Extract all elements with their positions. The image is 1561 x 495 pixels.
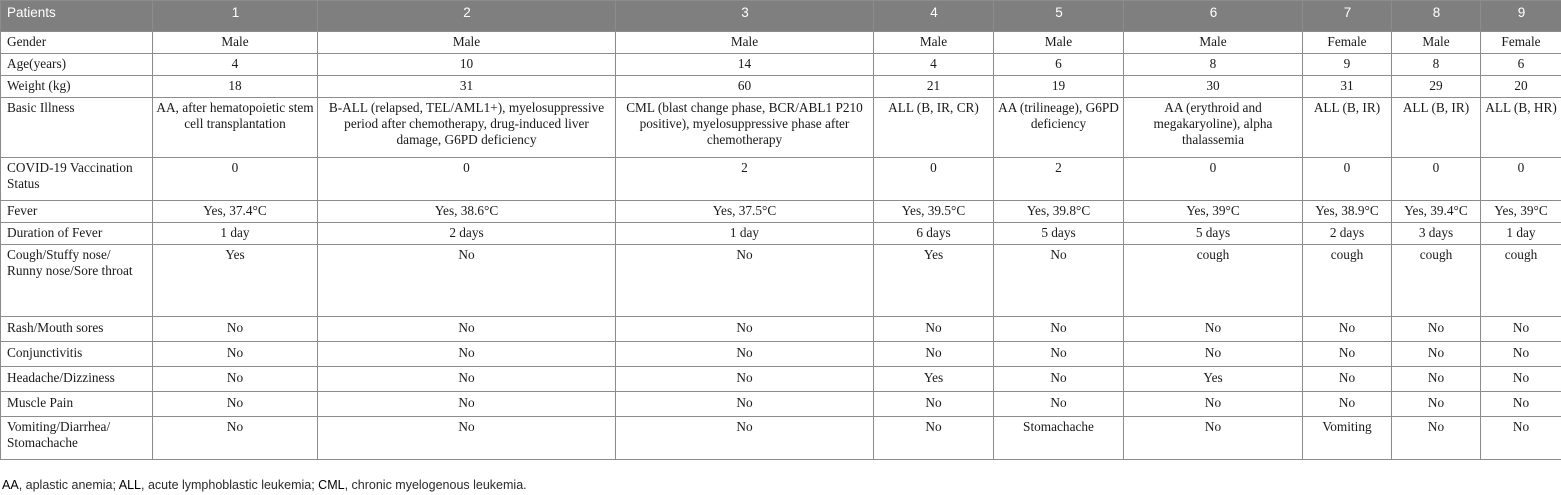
table-cell: No	[318, 245, 616, 317]
table-cell: No	[318, 367, 616, 392]
table-cell: No	[994, 342, 1124, 367]
table-row-conjunctivitis	[1, 342, 1561, 367]
table-cell: 2	[616, 158, 874, 201]
table-cell: No	[616, 392, 874, 417]
table-cell: 19	[994, 76, 1124, 98]
table-cell: Yes	[874, 367, 994, 392]
table-cell: No	[153, 342, 318, 367]
table-cell: Yes, 39.4°C	[1392, 201, 1481, 223]
table-cell: 60	[616, 76, 874, 98]
row-label-headache: Headache/Dizziness	[1, 367, 153, 392]
table-cell: No	[318, 417, 616, 460]
table-cell: 0	[153, 158, 318, 201]
table-cell: No	[1124, 392, 1303, 417]
row-label-rash: Rash/Mouth sores	[1, 317, 153, 342]
table-cell: Yes, 39°C	[1124, 201, 1303, 223]
table-cell: No	[153, 367, 318, 392]
table-cell: 0	[318, 158, 616, 201]
table-cell: 1 day	[153, 223, 318, 245]
table-cell: 20	[1481, 76, 1561, 98]
table-cell: No	[318, 392, 616, 417]
footnote-cml-abbr: CML	[318, 478, 345, 492]
table-cell: No	[874, 392, 994, 417]
table-row-gender	[1, 32, 1561, 54]
table-cell: ALL (B, IR, CR)	[874, 98, 994, 158]
row-label-gender: Gender	[1, 32, 153, 54]
table-cell: No	[1392, 317, 1481, 342]
row-label-age: Age(years)	[1, 54, 153, 76]
table-cell: 6	[1481, 54, 1561, 76]
table-cell: AA (erythroid and megakaryoline), alpha thalassemia	[1124, 98, 1303, 158]
header-patient-9: 9	[1481, 1, 1561, 32]
table-cell: 2	[994, 158, 1124, 201]
table-cell: cough	[1481, 245, 1561, 317]
table-cell: Yes, 37.5°C	[616, 201, 874, 223]
table-cell: Yes, 38.9°C	[1303, 201, 1392, 223]
table-cell: No	[874, 417, 994, 460]
header-patient-4: 4	[874, 1, 994, 32]
table-cell: Male	[1124, 32, 1303, 54]
table-cell: No	[874, 317, 994, 342]
footnote-aa-abbr: AA	[2, 478, 19, 492]
footnote-aa-text: , aplastic anemia;	[18, 478, 119, 492]
table-row-weight	[1, 76, 1561, 98]
footnote-all-abbr: ALL	[118, 478, 141, 492]
table-cell: Yes, 39.5°C	[874, 201, 994, 223]
table-cell: Yes, 39°C	[1481, 201, 1561, 223]
table-cell: No	[1124, 317, 1303, 342]
table-cell: Yes	[1124, 367, 1303, 392]
table-row-vomiting	[1, 417, 1561, 460]
table-cell: Yes, 39.8°C	[994, 201, 1124, 223]
table-cell: No	[994, 245, 1124, 317]
table-cell: 1 day	[616, 223, 874, 245]
table-row-duration-of-fever	[1, 223, 1561, 245]
table-cell: No	[1392, 342, 1481, 367]
table-cell: Yes	[874, 245, 994, 317]
header-patients-label: Patients	[1, 1, 153, 32]
header-patient-5: 5	[994, 1, 1124, 32]
table-cell: 3 days	[1392, 223, 1481, 245]
table-cell: No	[1303, 367, 1392, 392]
header-patient-7: 7	[1303, 1, 1392, 32]
table-cell: Male	[616, 32, 874, 54]
row-label-muscle-pain: Muscle Pain	[1, 392, 153, 417]
table-cell: No	[994, 367, 1124, 392]
table-cell: 2 days	[318, 223, 616, 245]
table-cell: No	[616, 417, 874, 460]
table-cell: 21	[874, 76, 994, 98]
table-cell: No	[1481, 417, 1561, 460]
table-cell: 0	[1303, 158, 1392, 201]
table-cell: 1 day	[1481, 223, 1561, 245]
footnote-cml-text: , chronic myelogenous leukemia.	[344, 478, 527, 492]
table-cell: No	[616, 342, 874, 367]
table-row-rash	[1, 317, 1561, 342]
table-cell: 0	[1481, 158, 1561, 201]
table-cell: 0	[1124, 158, 1303, 201]
table-cell: No	[153, 317, 318, 342]
table-cell: No	[994, 392, 1124, 417]
table-cell: AA, after hematopoietic stem cell transplantation	[153, 98, 318, 158]
table-cell: Yes, 37.4°C	[153, 201, 318, 223]
table-cell: No	[1124, 417, 1303, 460]
table-cell: 5 days	[994, 223, 1124, 245]
table-cell: ALL (B, IR)	[1303, 98, 1392, 158]
table-cell: ALL (B, IR)	[1392, 98, 1481, 158]
table-cell: No	[1392, 367, 1481, 392]
table-row-age	[1, 54, 1561, 76]
table-cell: ALL (B, HR)	[1481, 98, 1561, 158]
header-patient-1: 1	[153, 1, 318, 32]
table-cell: 6	[994, 54, 1124, 76]
row-label-duration-of-fever: Duration of Fever	[1, 223, 153, 245]
row-label-basic-illness: Basic Illness	[1, 98, 153, 158]
table-cell: 5 days	[1124, 223, 1303, 245]
table-cell: 4	[874, 54, 994, 76]
table-cell: Yes, 38.6°C	[318, 201, 616, 223]
table-cell: No	[616, 245, 874, 317]
table-cell: B-ALL (relapsed, TEL/AML1+), myelosuppressive period after chemotherapy, drug-induced liver damage, G6PD deficiency	[318, 98, 616, 158]
table-cell: 0	[874, 158, 994, 201]
header-patient-6: 6	[1124, 1, 1303, 32]
table-row-fever	[1, 201, 1561, 223]
table-cell: No	[318, 342, 616, 367]
table-cell: No	[616, 317, 874, 342]
table-row-muscle-pain	[1, 392, 1561, 417]
table-cell: 29	[1392, 76, 1481, 98]
table-cell: No	[1481, 317, 1561, 342]
table-cell: 14	[616, 54, 874, 76]
table-cell: cough	[1392, 245, 1481, 317]
table-cell: Stomachache	[994, 417, 1124, 460]
table-cell: 6 days	[874, 223, 994, 245]
table-cell: 18	[153, 76, 318, 98]
table-cell: 30	[1124, 76, 1303, 98]
header-row	[1, 1, 1561, 32]
table-cell: Male	[153, 32, 318, 54]
row-label-cough: Cough/Stuffy nose/ Runny nose/Sore throat	[1, 245, 153, 317]
table-cell: Male	[1392, 32, 1481, 54]
table-cell: Yes	[153, 245, 318, 317]
table-cell: No	[1481, 392, 1561, 417]
header-patient-8: 8	[1392, 1, 1481, 32]
table-cell: No	[1303, 317, 1392, 342]
table-cell: AA (trilineage), G6PD deficiency	[994, 98, 1124, 158]
table-cell: 31	[1303, 76, 1392, 98]
table-cell: 10	[318, 54, 616, 76]
table-cell: No	[1392, 392, 1481, 417]
table-cell: Female	[1303, 32, 1392, 54]
table-cell: No	[1124, 342, 1303, 367]
row-label-fever: Fever	[1, 201, 153, 223]
table-row-basic-illness	[1, 98, 1561, 158]
table-cell: Vomiting	[1303, 417, 1392, 460]
row-label-vaccination: COVID-19 Vaccination Status	[1, 158, 153, 201]
table-cell: Male	[318, 32, 616, 54]
table-cell: No	[1481, 367, 1561, 392]
table-cell: Female	[1481, 32, 1561, 54]
footnote-all-text: , acute lymphoblastic leukemia;	[141, 478, 319, 492]
table-cell: Male	[874, 32, 994, 54]
table-cell: cough	[1303, 245, 1392, 317]
table-cell: 0	[1392, 158, 1481, 201]
table-footnote	[2, 478, 527, 492]
table-cell: No	[874, 342, 994, 367]
row-label-conjunctivitis: Conjunctivitis	[1, 342, 153, 367]
table-cell: 9	[1303, 54, 1392, 76]
table-cell: No	[153, 392, 318, 417]
table-cell: CML (blast change phase, BCR/ABL1 P210 positive), myelosuppressive phase after chemotherapy	[616, 98, 874, 158]
table-row-cough	[1, 245, 1561, 317]
header-patient-2: 2	[318, 1, 616, 32]
table-cell: 2 days	[1303, 223, 1392, 245]
row-label-weight: Weight (kg)	[1, 76, 153, 98]
header-patient-3: 3	[616, 1, 874, 32]
table-row-headache	[1, 367, 1561, 392]
table-cell: Male	[994, 32, 1124, 54]
table-row-vaccination	[1, 158, 1561, 201]
table-cell: No	[318, 317, 616, 342]
table-cell: No	[1481, 342, 1561, 367]
table-cell: No	[1303, 342, 1392, 367]
table-cell: No	[994, 317, 1124, 342]
table-cell: cough	[1124, 245, 1303, 317]
table-cell: 8	[1124, 54, 1303, 76]
table-cell: No	[616, 367, 874, 392]
table-cell: No	[1392, 417, 1481, 460]
table-cell: 4	[153, 54, 318, 76]
table-cell: 8	[1392, 54, 1481, 76]
table-cell: No	[153, 417, 318, 460]
table-cell: No	[1303, 392, 1392, 417]
table-cell: 31	[318, 76, 616, 98]
row-label-vomiting: Vomiting/Diarrhea/ Stomachache	[1, 417, 153, 460]
